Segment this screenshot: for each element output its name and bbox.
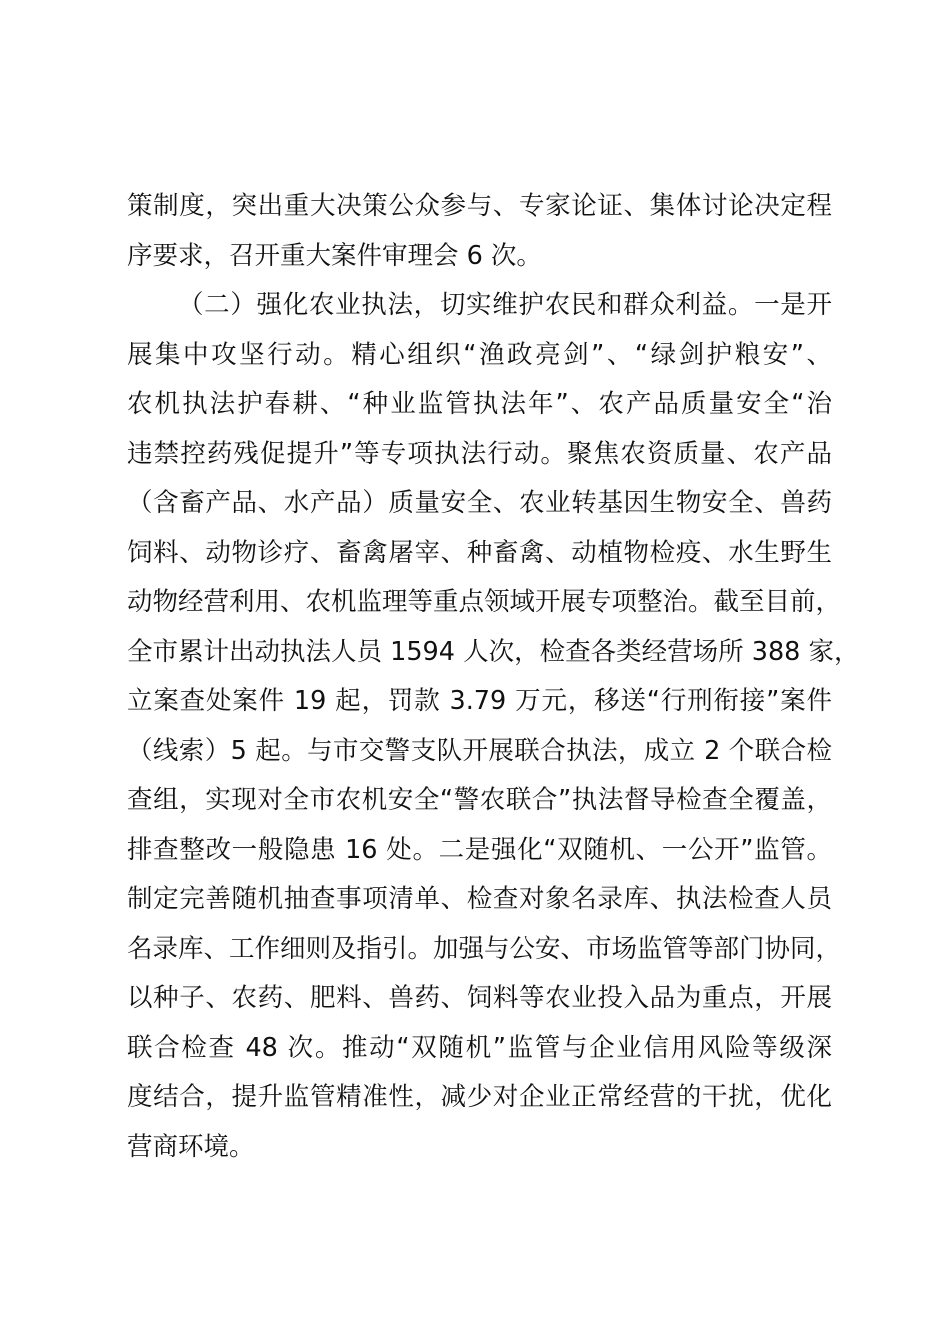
paragraph-agriculture-enforcement xyxy=(127,281,860,1172)
text-line: （二）强化农业执法，切实维护农民和群众利益。一是开 xyxy=(178,290,832,320)
text-line: 立案查处案件 19 起，罚款 3.79 万元，移送“行刑衔接”案件 xyxy=(127,686,832,716)
text-line: 名录库、工作细则及指引。加强与公安、市场监管等部门协同， xyxy=(127,933,842,964)
text-line: 营商环境。 xyxy=(127,1131,255,1162)
text-line: 策制度，突出重大决策公众参与、专家论证、集体讨论决定程 xyxy=(127,191,832,221)
text-line: 饲料、动物诊疗、畜禽屠宰、种畜禽、动植物检疫、水生野生 xyxy=(127,537,832,568)
text-line: （含畜产品、水产品）质量安全、农业转基因生物安全、兽药 xyxy=(127,488,832,518)
text-line: 以种子、农药、肥料、兽药、饲料等农业投入品为重点，开展 xyxy=(127,983,832,1013)
text-line: 全市累计出动执法人员 1594 人次，检查各类经营场所 388 家， xyxy=(127,636,860,667)
text-line: 排查整改一般隐患 16 处。二是强化“双随机、一公开”监管。 xyxy=(127,834,832,865)
text-line: 制定完善随机抽查事项清单、检查对象名录库、执法检查人员 xyxy=(127,884,832,914)
text-line: 动物经营利用、农机监理等重点领域开展专项整治。截至目前， xyxy=(127,587,842,617)
body-text xyxy=(127,182,860,1172)
text-line: 展集中攻坚行动。精心组织“渔政亮剑”、“绿剑护粮安”、 xyxy=(127,339,832,370)
text-line: 违禁控药残促提升”等专项执法行动。聚焦农资质量、农产品 xyxy=(127,438,832,469)
text-line: 度结合，提升监管精准性，减少对企业正常经营的干扰，优化 xyxy=(127,1082,832,1112)
text-line: 序要求，召开重大案件审理会 6 次。 xyxy=(127,240,542,271)
paragraph-continued xyxy=(127,182,832,281)
text-line: 联合检查 48 次。推动“双随机”监管与企业信用风险等级深 xyxy=(127,1032,832,1063)
text-line: 查组，实现对全市农机安全“警农联合”执法督导检查全覆盖， xyxy=(127,785,832,815)
text-line: 农机执法护春耕、“种业监管执法年”、农产品质量安全“治 xyxy=(127,389,832,419)
text-line: （线索）5 起。与市交警支队开展联合执法，成立 2 个联合检 xyxy=(127,735,832,766)
